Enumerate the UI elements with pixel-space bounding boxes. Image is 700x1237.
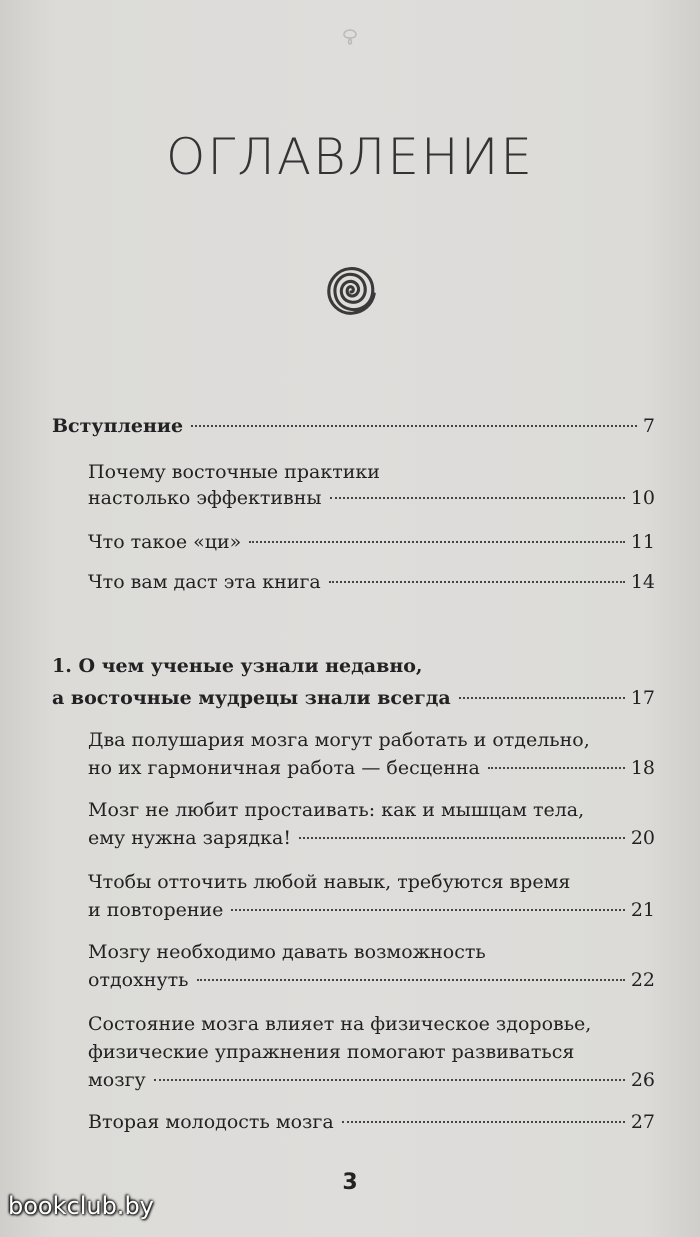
dot-leader	[191, 425, 637, 427]
toc-chapter-line: 1. О чем ученые узнали недавно,	[52, 655, 423, 677]
toc-entry-line: Чтобы отточить любой навык, требуются время	[88, 871, 571, 893]
dot-leader	[459, 697, 625, 699]
toc-entry-intro-sub1[interactable]	[88, 486, 655, 510]
toc-entry-title: а восточные мудрецы знали всегда	[52, 687, 451, 709]
dot-leader	[330, 497, 625, 499]
toc-page-number: 22	[630, 969, 655, 991]
toc-entry-title: и повторение	[88, 899, 224, 921]
toc-page-number: 7	[642, 415, 655, 437]
toc-entry-ch1-sub1[interactable]	[88, 756, 655, 780]
toc-entry-title: Что такое «ци»	[88, 531, 242, 553]
toc-entry-line: Состояние мозга влияет на физическое здоровье,	[88, 1013, 592, 1035]
page-title: ОГЛАВЛЕНИЕ	[166, 128, 534, 186]
page-number: 3	[342, 1170, 358, 1195]
dot-leader	[154, 1079, 625, 1081]
toc-page-number: 11	[630, 531, 655, 553]
toc-entry-intro-sub3[interactable]	[88, 570, 655, 594]
toc-page-number: 26	[630, 1069, 655, 1091]
toc-entry-line: Мозгу необходимо давать возможность	[88, 941, 486, 963]
toc-entry-title: Что вам даст эта книга	[88, 571, 321, 593]
watermark: bookclub.by	[8, 1192, 154, 1220]
dot-leader	[197, 979, 625, 981]
toc-entry-title: мозгу	[88, 1069, 146, 1091]
toc-entry-title: ему нужна зарядка!	[88, 827, 291, 849]
toc-entry-title: Вторая молодость мозга	[88, 1111, 334, 1133]
dot-leader	[249, 541, 625, 543]
spiral-icon	[322, 262, 380, 320]
toc-entry-ch1-sub3[interactable]	[88, 898, 655, 922]
toc-entry-title: отдохнуть	[88, 969, 189, 991]
dot-leader	[299, 837, 625, 839]
dot-leader	[329, 581, 625, 583]
toc-entry-intro[interactable]	[52, 414, 655, 438]
toc-entry-title: Вступление	[52, 415, 184, 437]
toc-page-number: 18	[630, 757, 655, 779]
toc-entry-title: но их гармоничная работа — бесценна	[88, 757, 480, 779]
toc-entry-line: физические упражнения помогают развиваться	[88, 1041, 575, 1063]
toc-entry-ch1-sub5[interactable]	[88, 1068, 655, 1092]
toc-page-number: 20	[630, 827, 655, 849]
toc-entry-line: Два полушария мозга могут работать и отдельно,	[88, 729, 590, 751]
toc-page-number: 10	[630, 487, 655, 509]
toc-entry-ch1-sub2[interactable]	[88, 826, 655, 850]
toc-entry-intro-sub2[interactable]	[88, 530, 655, 554]
toc-entry-ch1-sub6[interactable]	[88, 1110, 655, 1134]
dot-leader	[342, 1121, 625, 1123]
toc-entry-title: настолько эффективны	[88, 487, 322, 509]
toc-entry-ch1-sub4[interactable]	[88, 968, 655, 992]
toc-entry-line: Почему восточные практики	[88, 461, 380, 483]
dot-leader	[488, 767, 625, 769]
toc-page-number: 21	[630, 899, 655, 921]
ornament-icon	[335, 28, 365, 48]
toc-page-number: 14	[630, 571, 655, 593]
dot-leader	[231, 909, 624, 911]
toc-entry-chapter-1[interactable]	[52, 686, 655, 710]
toc-page-number: 17	[630, 687, 655, 709]
toc-entry-line: Мозг не любит простаивать: как и мышцам тела,	[88, 799, 585, 821]
toc-page-number: 27	[630, 1111, 655, 1133]
